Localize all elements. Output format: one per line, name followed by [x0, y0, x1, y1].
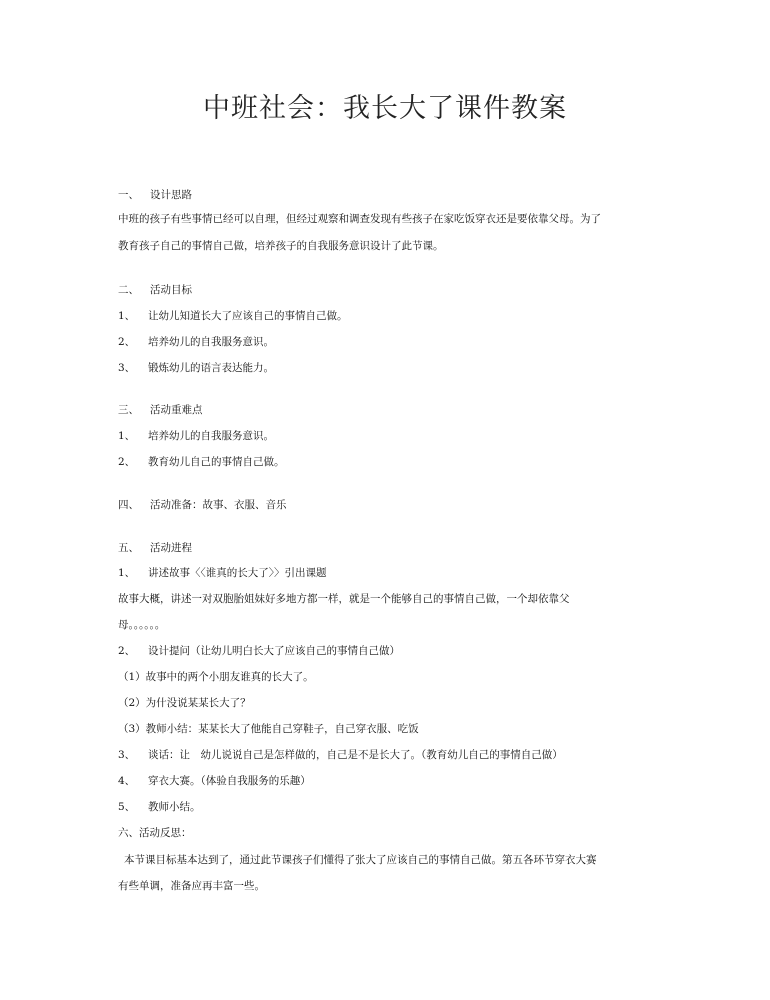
- section-heading-6: [118, 826, 192, 840]
- list-item: [118, 644, 400, 658]
- line-text: （1）故事中的两个小朋友谁真的长大了。: [118, 671, 314, 683]
- paragraph-line: [118, 592, 570, 606]
- list-number: 三、: [118, 404, 139, 416]
- paragraph-line: [118, 618, 165, 632]
- line-text: （3）教师小结：某某长大了他能自己穿鞋子，自己穿衣服、吃饭: [118, 723, 419, 735]
- sub-item: [118, 696, 251, 710]
- paragraph-line: [118, 239, 444, 253]
- line-text: 有些单调，准备应再丰富一些。: [118, 880, 265, 892]
- line-text: 活动重难点: [150, 404, 203, 416]
- list-number: 4、: [118, 775, 136, 787]
- paragraph-line: [118, 879, 265, 893]
- list-number: 一、: [118, 189, 139, 201]
- list-number: 五、: [118, 542, 139, 554]
- list-item: [118, 566, 327, 580]
- list-number: 2、: [118, 645, 136, 657]
- line-text: 本节课目标基本达到了，通过此节课孩子们懂得了张大了应该自己的事情自己做。第五各环节穿衣大赛: [124, 854, 597, 866]
- line-text: 设计提问（让幼儿明白长大了应该自己的事情自己做）: [148, 645, 400, 657]
- paragraph-line: [124, 853, 597, 867]
- sub-item: [118, 722, 419, 736]
- list-item: [118, 429, 274, 443]
- line-text: 设计思路: [150, 189, 192, 201]
- line-text: 讲述故事〈〈谁真的长大了〉〉引出课题: [148, 567, 327, 579]
- line-text: 培养幼儿的自我服务意识。: [148, 336, 274, 348]
- line-text: 活动目标: [150, 284, 192, 296]
- list-number: 1、: [118, 310, 136, 322]
- list-item: [118, 335, 274, 349]
- line-text: 活动进程: [150, 542, 192, 554]
- list-number: 3、: [118, 362, 136, 374]
- list-item: [118, 774, 311, 788]
- line-text: 活动准备：故事、衣服、音乐: [150, 499, 287, 511]
- line-text: 故事大概，讲述一对双胞胎姐妹好多地方都一样，就是一个能够自己的事情自己做，一个却依靠父: [118, 593, 570, 605]
- list-number: 四、: [118, 499, 139, 511]
- line-text: 锻炼幼儿的语言表达能力。: [148, 362, 274, 374]
- sub-item: [118, 670, 314, 684]
- list-item: [118, 309, 348, 323]
- paragraph-line: [118, 212, 601, 226]
- list-item: [118, 361, 274, 375]
- line-text: 母。。。。。。: [118, 619, 166, 631]
- list-number: 2、: [118, 456, 136, 468]
- line-text: 教育孩子自己的事情自己做，培养孩子的自我服务意识设计了此节课。: [118, 240, 444, 252]
- line-text: 培养幼儿的自我服务意识。: [148, 430, 274, 442]
- section-heading-4: [118, 498, 287, 512]
- list-number: 5、: [118, 801, 136, 813]
- section-heading-3: [118, 403, 203, 417]
- section-heading-2: [118, 283, 192, 297]
- list-number: 2、: [118, 336, 136, 348]
- section-heading-1: [118, 188, 192, 202]
- line-text: 谈话：让 幼儿说说自己是怎样做的，自己是不是长大了。（教育幼儿自己的事情自己做）: [148, 749, 563, 761]
- list-item: [118, 748, 563, 762]
- list-item: [118, 800, 201, 814]
- line-text: （2）为什没说某某长大了？: [118, 697, 251, 709]
- page-title: 中班社会：我长大了课件教案: [203, 93, 567, 124]
- list-number: 1、: [118, 430, 136, 442]
- list-number: 3、: [118, 749, 136, 761]
- section-heading-5: [118, 541, 192, 555]
- line-text: 教育幼儿自己的事情自己做。: [148, 456, 285, 468]
- line-text: 让幼儿知道长大了应该自己的事情自己做。: [148, 310, 348, 322]
- list-item: [118, 455, 285, 469]
- line-text: 六、活动反思：: [118, 827, 192, 839]
- list-number: 二、: [118, 284, 139, 296]
- list-number: 1、: [118, 567, 136, 579]
- line-text: 中班的孩子有些事情已经可以自理，但经过观察和调查发现有些孩子在家吃饭穿衣还是要依靠父母。为了: [118, 213, 601, 225]
- line-text: 教师小结。: [148, 801, 201, 813]
- line-text: 穿衣大赛。（体验自我服务的乐趣）: [148, 775, 311, 787]
